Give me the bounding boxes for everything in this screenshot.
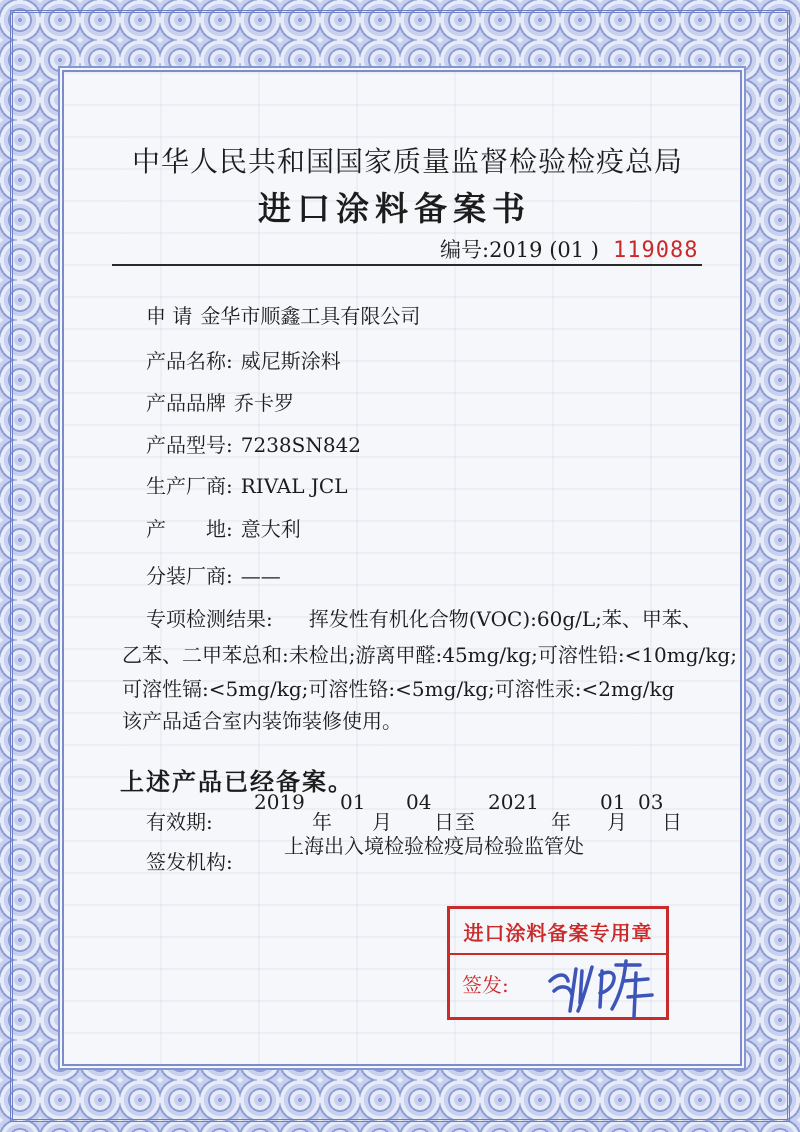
year-unit: 年 bbox=[551, 810, 571, 834]
reference-number bbox=[440, 234, 698, 264]
reference-label: 编号:2019 (01 ) bbox=[440, 238, 599, 262]
field-value: 金华市顺鑫工具有限公司 bbox=[200, 304, 421, 328]
field-label: 产 地: bbox=[146, 517, 233, 541]
field-label: 产品型号: bbox=[146, 433, 233, 457]
official-stamp bbox=[447, 906, 669, 1020]
issuer-value: 上海出入境检验检疫局检验监管处 bbox=[284, 834, 584, 858]
field-value: —— bbox=[240, 564, 281, 588]
stamp-sign-label: 签发: bbox=[462, 973, 509, 997]
month-unit: 月 bbox=[372, 810, 392, 834]
field-repackager bbox=[146, 560, 281, 589]
test-results-first-line bbox=[146, 603, 702, 632]
serial-number: 119088 bbox=[612, 238, 699, 263]
field-label: 产品品牌 bbox=[146, 391, 226, 415]
validity-to: 至 bbox=[455, 810, 475, 834]
field-label: 产品名称: bbox=[146, 349, 233, 373]
year-unit: 年 bbox=[312, 810, 332, 834]
field-manufacturer bbox=[146, 470, 347, 499]
field-label: 生产厂商: bbox=[146, 474, 233, 498]
field-applicant bbox=[146, 300, 420, 329]
field-product-name bbox=[146, 345, 341, 374]
validity-start-month: 01 bbox=[340, 790, 366, 814]
validity-start-day: 04 bbox=[406, 790, 432, 814]
test-results-line-2: 乙苯、二甲苯总和:未检出;游离甲醛:45mg/kg;可溶性铅:<10mg/kg; bbox=[122, 643, 737, 667]
issuing-authority: 中华人民共和国国家质量监督检验检疫总局 bbox=[132, 145, 684, 178]
field-value: 7238SN842 bbox=[240, 433, 362, 457]
validity-end-year: 2021 bbox=[488, 790, 539, 814]
validity-label: 有效期: bbox=[146, 810, 213, 834]
field-value: RIVAL JCL bbox=[240, 474, 348, 498]
validity-end-month: 01 bbox=[600, 790, 626, 814]
field-value: 乔卡罗 bbox=[234, 391, 294, 415]
handwritten-signature bbox=[540, 951, 660, 1023]
test-results-label: 专项检测结果: bbox=[146, 607, 273, 631]
header-divider bbox=[112, 264, 702, 266]
stamp-title: 进口涂料备案专用章 bbox=[463, 921, 653, 945]
field-origin bbox=[146, 513, 301, 542]
test-results-line-3: 可溶性镉:<5mg/kg;可溶性铬:<5mg/kg;可溶性汞:<2mg/kg bbox=[122, 677, 675, 701]
field-value: 意大利 bbox=[240, 517, 301, 541]
validity-end-day: 03 bbox=[638, 790, 664, 814]
field-value: 威尼斯涂料 bbox=[240, 349, 341, 373]
day-unit: 日 bbox=[434, 810, 454, 834]
issuer-label: 签发机构: bbox=[146, 850, 233, 874]
filed-notice: 上述产品已经备案。 bbox=[120, 767, 354, 796]
document-title: 进口涂料备案书 bbox=[258, 189, 531, 228]
month-unit: 月 bbox=[607, 810, 627, 834]
suitability-note: 该产品适合室内装饰装修使用。 bbox=[122, 709, 402, 733]
field-model bbox=[146, 429, 361, 458]
field-label: 分装厂商: bbox=[146, 564, 233, 588]
test-results-line-1: 挥发性有机化合物(VOC):60g/L;苯、甲苯、 bbox=[308, 607, 702, 631]
day-unit: 日 bbox=[662, 810, 682, 834]
field-label: 申 请 bbox=[146, 304, 193, 328]
validity-start-year: 2019 bbox=[254, 790, 305, 814]
field-brand bbox=[146, 387, 294, 416]
